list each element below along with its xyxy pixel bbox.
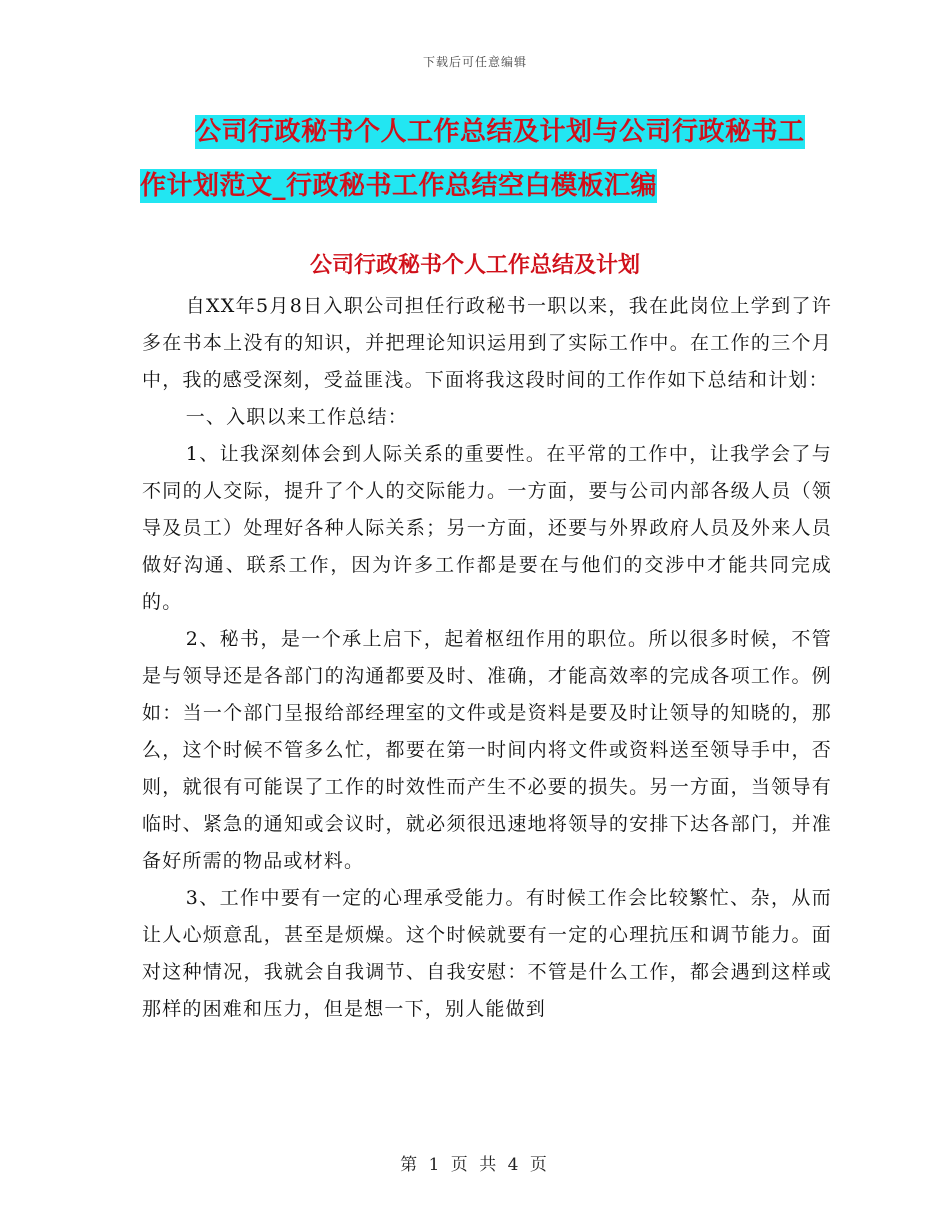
paragraph-point-2: 2、秘书，是一个承上启下，起着枢纽作用的职位。所以很多时候，不管是与领导还是各部门的沟通都要及时、准确，才能高效率的完成各项工作。例如：当一个部门呈报给部经理室的文件或是资料是要及时让领导的知晓的，那么，这个时候不管多么忙，都要在第一时间内将文件或资料送至领导手中，否则，就很有可能误了工作的时效性而产生不必要的损失。另一方面，当领导有临时、紧急的通知或会议时，就必须很迅速地将领导的安排下达各部门，并准备好所需的物品或材料。 bbox=[142, 628, 832, 872]
section-title: 公司行政秘书个人工作总结及计划 bbox=[309, 253, 640, 278]
page-footer: 第 1 页 共 4 页 bbox=[400, 1155, 550, 1175]
document-title bbox=[140, 110, 830, 218]
document-title-line-2: 作计划范文_行政秘书工作总结空白模板汇编 bbox=[140, 171, 658, 201]
paragraph-point-3: 3、工作中要有一定的心理承受能力。有时候工作会比较繁忙、杂，从而让人心烦意乱，甚至是烦燥。这个时候就要有一定的心理抗压和调节能力。面对这种情况，我就会自我调节、自我安慰：不管是什么工作，都会遇到这样或那样的困难和压力，但是想一下，别人能做到 bbox=[142, 887, 832, 1020]
paragraph-point-1: 1、让我深刻体会到人际关系的重要性。在平常的工作中，让我学会了与不同的人交际，提升了个人的交际能力。一方面，要与公司内部各级人员（领导及员工）处理好各种人际关系；另一方面，还要与外界政府人员及外来人员做好沟通、联系工作，因为许多工作都是要在与他们的交涉中才能共同完成的。 bbox=[142, 443, 832, 613]
paragraph-heading-summary: 一、入职以来工作总结： bbox=[185, 406, 408, 428]
document-body bbox=[142, 288, 832, 1028]
page-header: 下载后可任意编辑 bbox=[422, 55, 527, 69]
paragraph-intro: 自XX年5月8日入职公司担任行政秘书一职以来，我在此岗位上学到了许多在书本上没有的知识，并把理论知识运用到了实际工作中。在工作的三个月中，我的感受深刻，受益匪浅。下面将我这段时间的工作作如下总结和计划： bbox=[142, 295, 832, 391]
document-title-line-1: 公司行政秘书个人工作总结及计划与公司行政秘书工 bbox=[195, 117, 805, 147]
